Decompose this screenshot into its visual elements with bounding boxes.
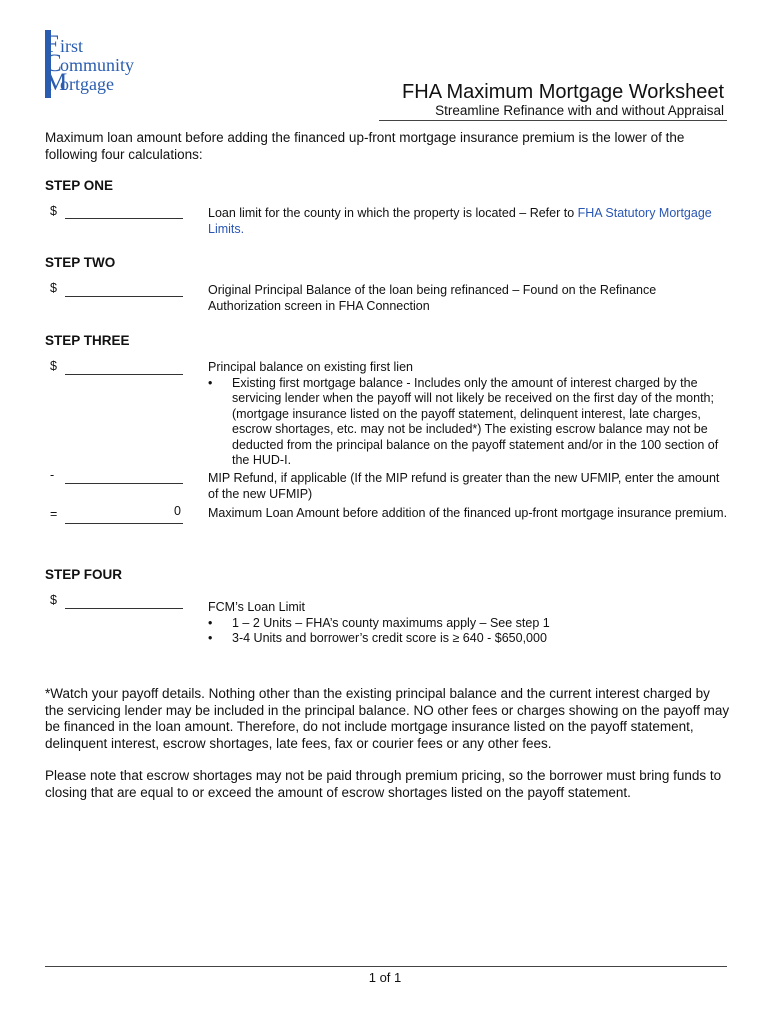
principal-balance-title: Principal balance on existing first lien	[208, 360, 413, 374]
page-number: 1 of 1	[368, 970, 402, 985]
fcm-limit-bullet-2: • 3-4 Units and borrower’s credit score is ≥ 640 - $650,000	[208, 631, 728, 647]
step-two-heading: STEP TWO	[45, 255, 116, 270]
max-loan-amount-description: Maximum Loan Amount before addition of the financed up-front mortgage insurance premium.	[208, 506, 728, 520]
step-two-dollar: $	[50, 281, 57, 295]
logo-line-mortgage: Mortgage	[45, 69, 114, 96]
step-three-heading: STEP THREE	[45, 333, 130, 348]
step-three-equals: =	[50, 507, 58, 521]
fcm-limit-bullet-1: • 1 – 2 Units – FHA’s county maximums apply – See step 1	[208, 616, 728, 632]
mip-refund-description: MIP Refund, if applicable (If the MIP refund is greater than the new UFMIP, enter the amount of the new UFMIP)	[208, 471, 720, 501]
step-four-amount-field[interactable]	[65, 593, 183, 609]
step-one-description: Loan limit for the county in which the property is located – Refer to FHA Statutory Mortgage Limits.	[208, 206, 712, 236]
logo-line-first: First	[45, 31, 84, 58]
logo-line-community: Community	[45, 50, 135, 77]
step-four-description	[208, 600, 728, 647]
payoff-note: *Watch your payoff details. Nothing other than the existing principal balance and the current interest charged by the servicing lender may be included in the principal balance. NO other fees or charges showing on the payoff may be financed in the loan amount. Therefore, do not include mortgage insurance listed on the payoff statement, delinquent interest, escrow shortages, late fees, fax or courier fees or any other fees.	[45, 686, 730, 751]
principal-balance-bullet: • Existing first mortgage balance - Includes only the amount of interest charged by the servicing lender when the payoff will not likely be received on the first day of the month; (mortgage insurance listed on the payoff statement, delinquent interest, late charges, escrow shortages, etc. may not be included*) The existing escrow balance may not be deducted from the principal balance on the payoff statement and/or in the 100 section of the HUD-I.	[208, 376, 728, 469]
step-one-heading: STEP ONE	[45, 178, 114, 193]
step-four-dollar: $	[50, 593, 57, 607]
step-three-principal-description	[208, 360, 728, 469]
fcm-loan-limit-title: FCM’s Loan Limit	[208, 600, 306, 614]
step-three-minus: -	[50, 468, 55, 482]
fha-limits-link[interactable]: FHA Statutory Mortgage Limits.	[208, 206, 712, 236]
page-subtitle: Streamline Refinance with and without Appraisal	[435, 103, 724, 118]
step-three-principal-field[interactable]	[65, 359, 183, 375]
step-two-description: Original Principal Balance of the loan being refinanced – Found on the Refinance Authorization screen in FHA Connection	[208, 283, 657, 313]
escrow-note: Please note that escrow shortages may not be paid through premium pricing, so the borrower must bring funds to closing that are equal to or exceed the amount of escrow shortages listed on the payoff statement.	[45, 768, 722, 800]
footer-divider	[45, 966, 727, 967]
step-one-amount-field[interactable]	[65, 203, 183, 219]
step-two-amount-field[interactable]	[65, 281, 183, 297]
mip-refund-field[interactable]	[65, 468, 183, 484]
step-four-heading: STEP FOUR	[45, 567, 123, 582]
intro-text: Maximum loan amount before adding the financed up-front mortgage insurance premium is the lower of the following four calculations:	[45, 130, 685, 162]
header-divider	[379, 120, 727, 121]
step-three-dollar: $	[50, 359, 57, 373]
step-one-dollar: $	[50, 204, 57, 218]
max-loan-amount-value: 0	[174, 504, 181, 518]
page-title: FHA Maximum Mortgage Worksheet	[402, 81, 724, 103]
